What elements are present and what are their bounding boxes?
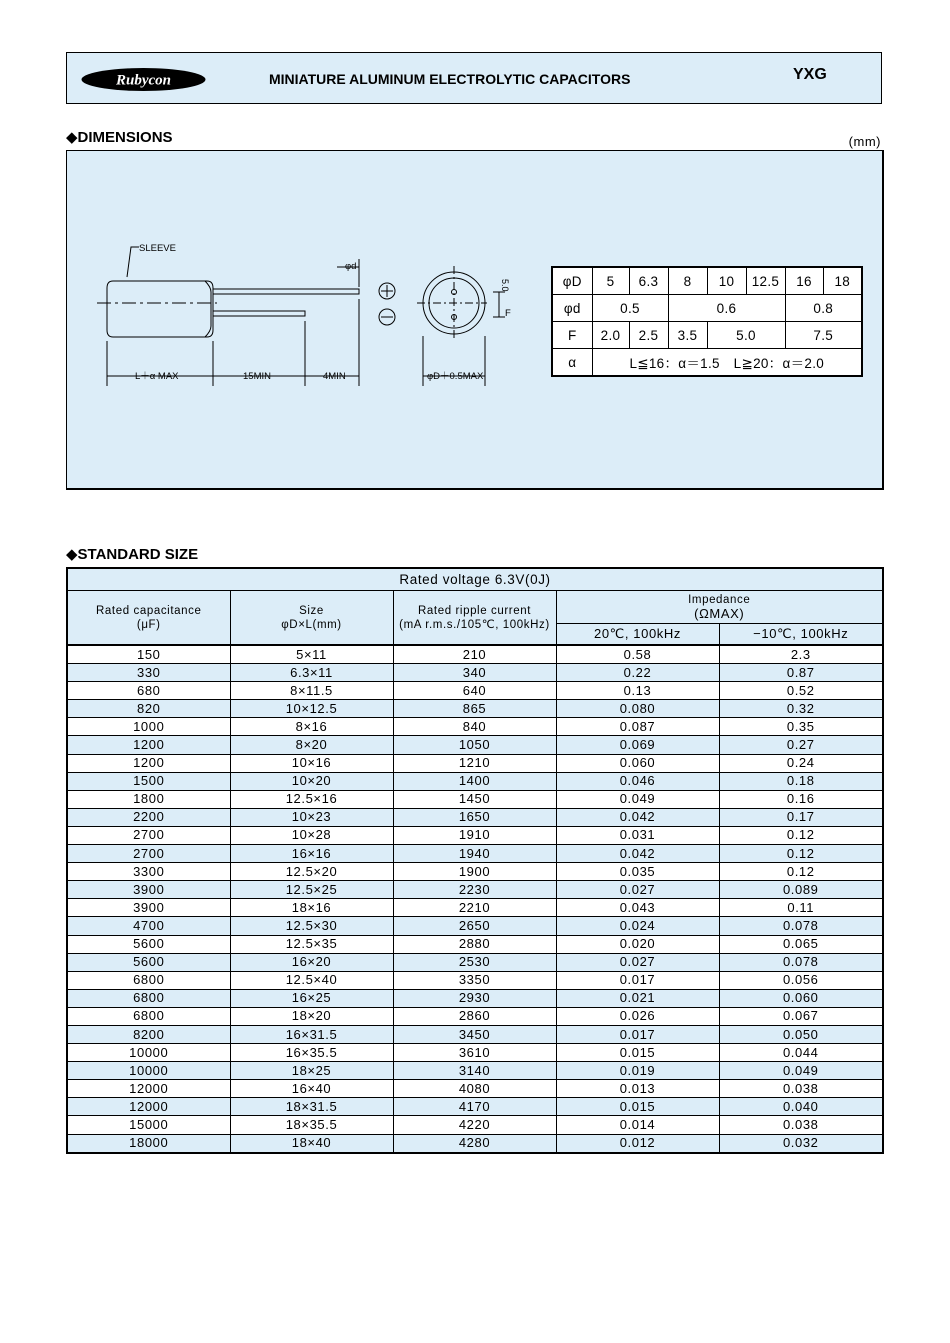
ripple-cell: 210: [393, 645, 556, 664]
dimensions-heading: ◆DIMENSIONS: [66, 129, 173, 146]
standard-size-table: [66, 567, 884, 1154]
lead-4min-label: 4MIN: [323, 371, 346, 382]
size-cell: 12.5×35: [230, 935, 393, 953]
impedance-minus10c-cell: 0.038: [719, 1080, 883, 1098]
series-code: YXG: [793, 66, 827, 83]
dimensions-panel: [66, 150, 884, 490]
table-row: [67, 863, 883, 881]
impedance-20c-cell: 0.020: [556, 935, 719, 953]
impedance-minus10c-cell: 0.35: [719, 718, 883, 736]
table-row: [67, 1025, 883, 1043]
sleeve-label: SLEEVE: [139, 243, 176, 254]
impedance-20c-cell: 0.035: [556, 863, 719, 881]
ripple-cell: 2530: [393, 953, 556, 971]
impedance-20c-cell: 0.021: [556, 989, 719, 1007]
table-row: [67, 917, 883, 935]
impedance-minus10c-cell: 0.87: [719, 664, 883, 682]
col-ripple: Rated ripple current (mA r.m.s./105℃, 100kHz): [393, 591, 556, 646]
lead-long: [213, 289, 359, 294]
lead-diameter-label: φd: [345, 261, 357, 272]
impedance-minus10c-cell: 2.3: [719, 645, 883, 664]
table-row: [67, 736, 883, 754]
size-cell: 12.5×20: [230, 863, 393, 881]
ripple-cell: 2210: [393, 899, 556, 917]
impedance-minus10c-cell: 0.17: [719, 808, 883, 826]
impedance-minus10c-cell: 0.060: [719, 989, 883, 1007]
capacitance-cell: 3900: [67, 899, 230, 917]
capacitance-cell: 330: [67, 664, 230, 682]
table-row: [67, 772, 883, 790]
impedance-20c-cell: 0.027: [556, 881, 719, 899]
ripple-cell: 4170: [393, 1098, 556, 1116]
table-row: [67, 645, 883, 664]
impedance-minus10c-cell: 0.044: [719, 1044, 883, 1062]
ripple-cell: 1400: [393, 772, 556, 790]
impedance-20c-cell: 0.031: [556, 826, 719, 844]
table-row: [67, 682, 883, 700]
size-cell: 8×20: [230, 736, 393, 754]
impedance-minus10c-cell: 0.038: [719, 1116, 883, 1134]
col-capacitance: Rated capacitance (μF): [67, 591, 230, 646]
row-case-diameter: φD 5 6.3 8 10 12.5 16 18: [552, 267, 862, 295]
impedance-minus10c-cell: 0.049: [719, 1062, 883, 1080]
impedance-minus10c-cell: 0.52: [719, 682, 883, 700]
table-row: [67, 1080, 883, 1098]
capacitance-cell: 6800: [67, 1007, 230, 1025]
table-row: [67, 790, 883, 808]
ripple-cell: 1050: [393, 736, 556, 754]
ripple-cell: 1900: [393, 863, 556, 881]
ripple-cell: 3140: [393, 1062, 556, 1080]
ripple-cell: 640: [393, 682, 556, 700]
capacitance-cell: 6800: [67, 989, 230, 1007]
row-label: F: [552, 322, 592, 349]
capacitor-body: [107, 281, 213, 337]
capacitance-cell: 12000: [67, 1098, 230, 1116]
capacitance-cell: 1000: [67, 718, 230, 736]
ripple-cell: 1650: [393, 808, 556, 826]
table-row: [67, 989, 883, 1007]
f-label: F: [505, 308, 511, 319]
capacitance-cell: 12000: [67, 1080, 230, 1098]
capacitance-cell: 3300: [67, 863, 230, 881]
size-cell: 8×16: [230, 718, 393, 736]
unit-label: (mm): [848, 134, 881, 149]
row-label: α: [552, 349, 592, 377]
table-row: [67, 808, 883, 826]
row-lead-spacing: F 2.0 2.5 3.5 5.0 7.5: [552, 322, 862, 349]
impedance-minus10c-cell: 0.032: [719, 1134, 883, 1153]
size-cell: 18×25: [230, 1062, 393, 1080]
table-row: [67, 953, 883, 971]
impedance-20c-cell: 0.019: [556, 1062, 719, 1080]
lead-dimension-table: [551, 266, 863, 377]
impedance-20c-cell: 0.027: [556, 953, 719, 971]
ripple-cell: 3450: [393, 1025, 556, 1043]
diameter-label: φD＋0.5MAX: [427, 371, 484, 382]
size-cell: 16×25: [230, 989, 393, 1007]
capacitance-cell: 3900: [67, 881, 230, 899]
table-row: [67, 1116, 883, 1134]
page-header: [66, 52, 882, 104]
capacitance-cell: 5600: [67, 935, 230, 953]
size-cell: 18×16: [230, 899, 393, 917]
impedance-20c-cell: 0.042: [556, 808, 719, 826]
table-row: [67, 826, 883, 844]
table-row: [67, 971, 883, 989]
gap-label: 5.0: [500, 279, 510, 292]
size-cell: 16×16: [230, 845, 393, 863]
capacitance-cell: 1200: [67, 736, 230, 754]
ripple-cell: 1910: [393, 826, 556, 844]
size-cell: 18×31.5: [230, 1098, 393, 1116]
ripple-cell: 2230: [393, 881, 556, 899]
capacitance-cell: 15000: [67, 1116, 230, 1134]
table-row: [67, 700, 883, 718]
rubycon-logo: [80, 67, 207, 92]
table-row: [67, 1062, 883, 1080]
size-cell: 16×31.5: [230, 1025, 393, 1043]
impedance-20c-cell: 0.015: [556, 1098, 719, 1116]
impedance-20c-cell: 0.080: [556, 700, 719, 718]
impedance-minus10c-cell: 0.089: [719, 881, 883, 899]
impedance-20c-cell: 0.013: [556, 1080, 719, 1098]
size-cell: 10×23: [230, 808, 393, 826]
ripple-cell: 3350: [393, 971, 556, 989]
row-label: φD: [552, 267, 592, 295]
row-label: φd: [552, 295, 592, 322]
logo-text: Rubycon: [115, 72, 172, 89]
ripple-cell: 1210: [393, 754, 556, 772]
table-row: [67, 1134, 883, 1153]
impedance-minus10c-cell: 0.12: [719, 845, 883, 863]
ripple-cell: 2930: [393, 989, 556, 1007]
size-cell: 12.5×30: [230, 917, 393, 935]
ripple-cell: 865: [393, 700, 556, 718]
size-rows: [67, 645, 883, 1153]
ripple-cell: 4280: [393, 1134, 556, 1153]
table-row: [67, 754, 883, 772]
table-row: [67, 1007, 883, 1025]
table-row: [67, 881, 883, 899]
table-row: [67, 845, 883, 863]
impedance-minus10c-cell: 0.078: [719, 917, 883, 935]
table-row: [67, 718, 883, 736]
impedance-minus10c-cell: 0.32: [719, 700, 883, 718]
size-cell: 16×35.5: [230, 1044, 393, 1062]
size-cell: 12.5×16: [230, 790, 393, 808]
capacitance-cell: 680: [67, 682, 230, 700]
sleeve-leader: [127, 247, 139, 277]
impedance-minus10c-cell: 0.12: [719, 826, 883, 844]
lead-15min-label: 15MIN: [243, 371, 271, 382]
impedance-minus10c-cell: 0.11: [719, 899, 883, 917]
size-cell: 10×16: [230, 754, 393, 772]
impedance-20c-cell: 0.13: [556, 682, 719, 700]
impedance-20c-cell: 0.015: [556, 1044, 719, 1062]
ripple-cell: 340: [393, 664, 556, 682]
ripple-cell: 2650: [393, 917, 556, 935]
col-imp-20c: 20℃, 100kHz: [556, 624, 719, 646]
impedance-minus10c-cell: 0.065: [719, 935, 883, 953]
ripple-cell: 4080: [393, 1080, 556, 1098]
rated-voltage: Rated voltage 6.3V(0J): [67, 568, 883, 591]
capacitance-cell: 2700: [67, 826, 230, 844]
impedance-minus10c-cell: 0.12: [719, 863, 883, 881]
impedance-20c-cell: 0.024: [556, 917, 719, 935]
table-row: [67, 664, 883, 682]
table-row: [67, 935, 883, 953]
document-title: MINIATURE ALUMINUM ELECTROLYTIC CAPACITORS: [269, 71, 631, 87]
impedance-20c-cell: 0.087: [556, 718, 719, 736]
impedance-20c-cell: 0.012: [556, 1134, 719, 1153]
impedance-20c-cell: 0.043: [556, 899, 719, 917]
capacitance-cell: 1800: [67, 790, 230, 808]
size-cell: 18×35.5: [230, 1116, 393, 1134]
impedance-20c-cell: 0.026: [556, 1007, 719, 1025]
lead-short: [213, 311, 305, 316]
col-size: Size φD×L(mm): [230, 591, 393, 646]
capacitance-cell: 6800: [67, 971, 230, 989]
size-cell: 16×20: [230, 953, 393, 971]
impedance-minus10c-cell: 0.050: [719, 1025, 883, 1043]
impedance-20c-cell: 0.017: [556, 1025, 719, 1043]
capacitance-cell: 10000: [67, 1044, 230, 1062]
table-row: [67, 1044, 883, 1062]
table-row: [67, 899, 883, 917]
ripple-cell: 2860: [393, 1007, 556, 1025]
impedance-20c-cell: 0.049: [556, 790, 719, 808]
standard-size-heading: ◆STANDARD SIZE: [66, 546, 199, 563]
ripple-cell: 1940: [393, 845, 556, 863]
ripple-cell: 4220: [393, 1116, 556, 1134]
capacitance-cell: 1200: [67, 754, 230, 772]
impedance-20c-cell: 0.017: [556, 971, 719, 989]
impedance-minus10c-cell: 0.24: [719, 754, 883, 772]
size-cell: 16×40: [230, 1080, 393, 1098]
impedance-20c-cell: 0.22: [556, 664, 719, 682]
impedance-minus10c-cell: 0.078: [719, 953, 883, 971]
impedance-20c-cell: 0.58: [556, 645, 719, 664]
capacitor-drawing: [67, 151, 537, 411]
capacitance-cell: 10000: [67, 1062, 230, 1080]
capacitance-cell: 4700: [67, 917, 230, 935]
capacitance-cell: 820: [67, 700, 230, 718]
ripple-cell: 3610: [393, 1044, 556, 1062]
row-alpha: α L≦16：α＝1.5 L≧20：α＝2.0: [552, 349, 862, 377]
impedance-minus10c-cell: 0.18: [719, 772, 883, 790]
impedance-20c-cell: 0.042: [556, 845, 719, 863]
capacitance-cell: 2700: [67, 845, 230, 863]
size-cell: 6.3×11: [230, 664, 393, 682]
impedance-20c-cell: 0.046: [556, 772, 719, 790]
impedance-minus10c-cell: 0.27: [719, 736, 883, 754]
capacitance-cell: 2200: [67, 808, 230, 826]
ripple-cell: 1450: [393, 790, 556, 808]
impedance-minus10c-cell: 0.056: [719, 971, 883, 989]
size-cell: 12.5×25: [230, 881, 393, 899]
impedance-20c-cell: 0.060: [556, 754, 719, 772]
size-cell: 10×20: [230, 772, 393, 790]
row-lead-diameter: φd 0.5 0.6 0.8: [552, 295, 862, 322]
size-cell: 12.5×40: [230, 971, 393, 989]
impedance-minus10c-cell: 0.040: [719, 1098, 883, 1116]
ripple-cell: 840: [393, 718, 556, 736]
capacitance-cell: 8200: [67, 1025, 230, 1043]
capacitance-cell: 1500: [67, 772, 230, 790]
col-imp-minus10c: −10℃, 100kHz: [719, 624, 883, 646]
length-label: L＋α MAX: [135, 371, 179, 382]
size-cell: 18×20: [230, 1007, 393, 1025]
size-cell: 10×28: [230, 826, 393, 844]
impedance-minus10c-cell: 0.067: [719, 1007, 883, 1025]
capacitance-cell: 5600: [67, 953, 230, 971]
table-row: [67, 1098, 883, 1116]
size-cell: 5×11: [230, 645, 393, 664]
size-cell: 10×12.5: [230, 700, 393, 718]
ripple-cell: 2880: [393, 935, 556, 953]
capacitance-cell: 18000: [67, 1134, 230, 1153]
impedance-minus10c-cell: 0.16: [719, 790, 883, 808]
col-impedance: Impedance (ΩMAX): [556, 591, 883, 624]
capacitance-cell: 150: [67, 645, 230, 664]
impedance-20c-cell: 0.069: [556, 736, 719, 754]
size-cell: 8×11.5: [230, 682, 393, 700]
impedance-20c-cell: 0.014: [556, 1116, 719, 1134]
size-cell: 18×40: [230, 1134, 393, 1153]
